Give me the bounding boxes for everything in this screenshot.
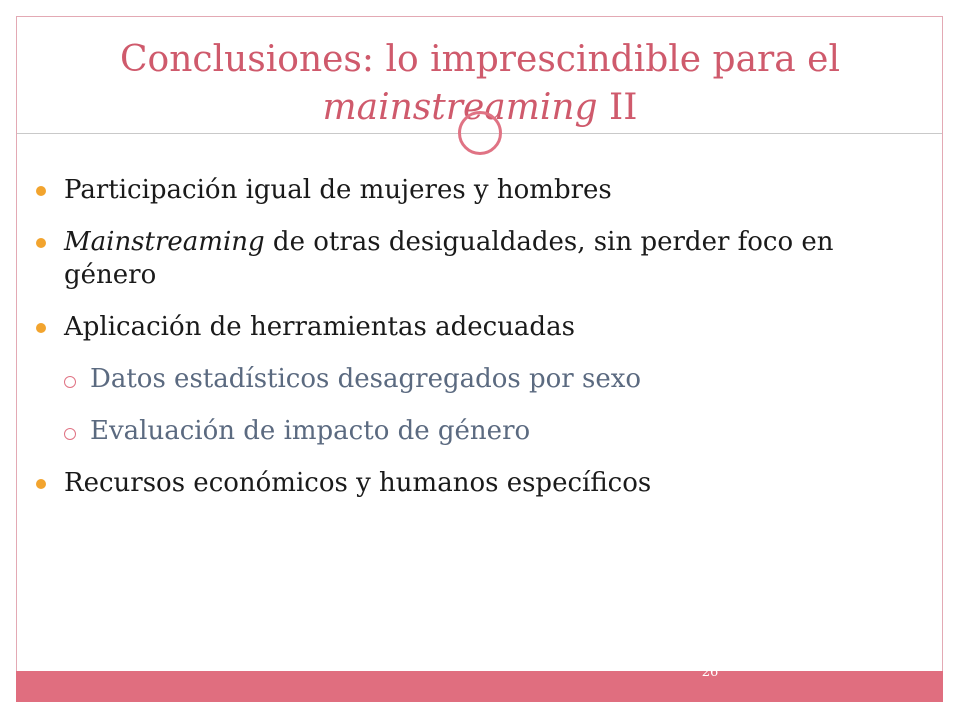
subbullet-text: Datos estadísticos desagregados por sexo	[90, 364, 642, 394]
subbullet-item	[30, 363, 910, 396]
title-line-1: Conclusiones: lo imprescindible para el	[120, 39, 840, 80]
bullet-item	[30, 467, 910, 500]
bullet-dot-icon	[36, 238, 46, 248]
bullet-list	[30, 174, 910, 519]
ring-icon	[458, 111, 502, 155]
bullet-text: de otras desigualdades, sin perder foco en género	[64, 227, 834, 290]
bullet-dot-icon	[36, 323, 46, 333]
subbullet-text: Evaluación de impacto de género	[90, 416, 531, 446]
bullet-item	[30, 174, 910, 207]
subbullet-ring-icon	[64, 376, 76, 388]
bullet-text: Recursos económicos y humanos específicos	[64, 468, 652, 498]
title-suffix: II	[597, 87, 638, 128]
bullet-text: Participación igual de mujeres y hombres	[64, 175, 612, 205]
title-emphasis: mainstreaming	[322, 87, 598, 128]
bullet-dot-icon	[36, 186, 46, 196]
bullet-text: Aplicación de herramientas adecuadas	[64, 312, 575, 342]
subbullet-item	[30, 415, 910, 448]
page-number: 26	[701, 665, 719, 680]
bullet-item	[30, 311, 910, 344]
footer-bar	[16, 671, 943, 702]
bullet-dot-icon	[36, 479, 46, 489]
subbullet-ring-icon	[64, 428, 76, 440]
bullet-item	[30, 226, 910, 292]
bullet-emphasis: Mainstreaming	[64, 227, 265, 257]
